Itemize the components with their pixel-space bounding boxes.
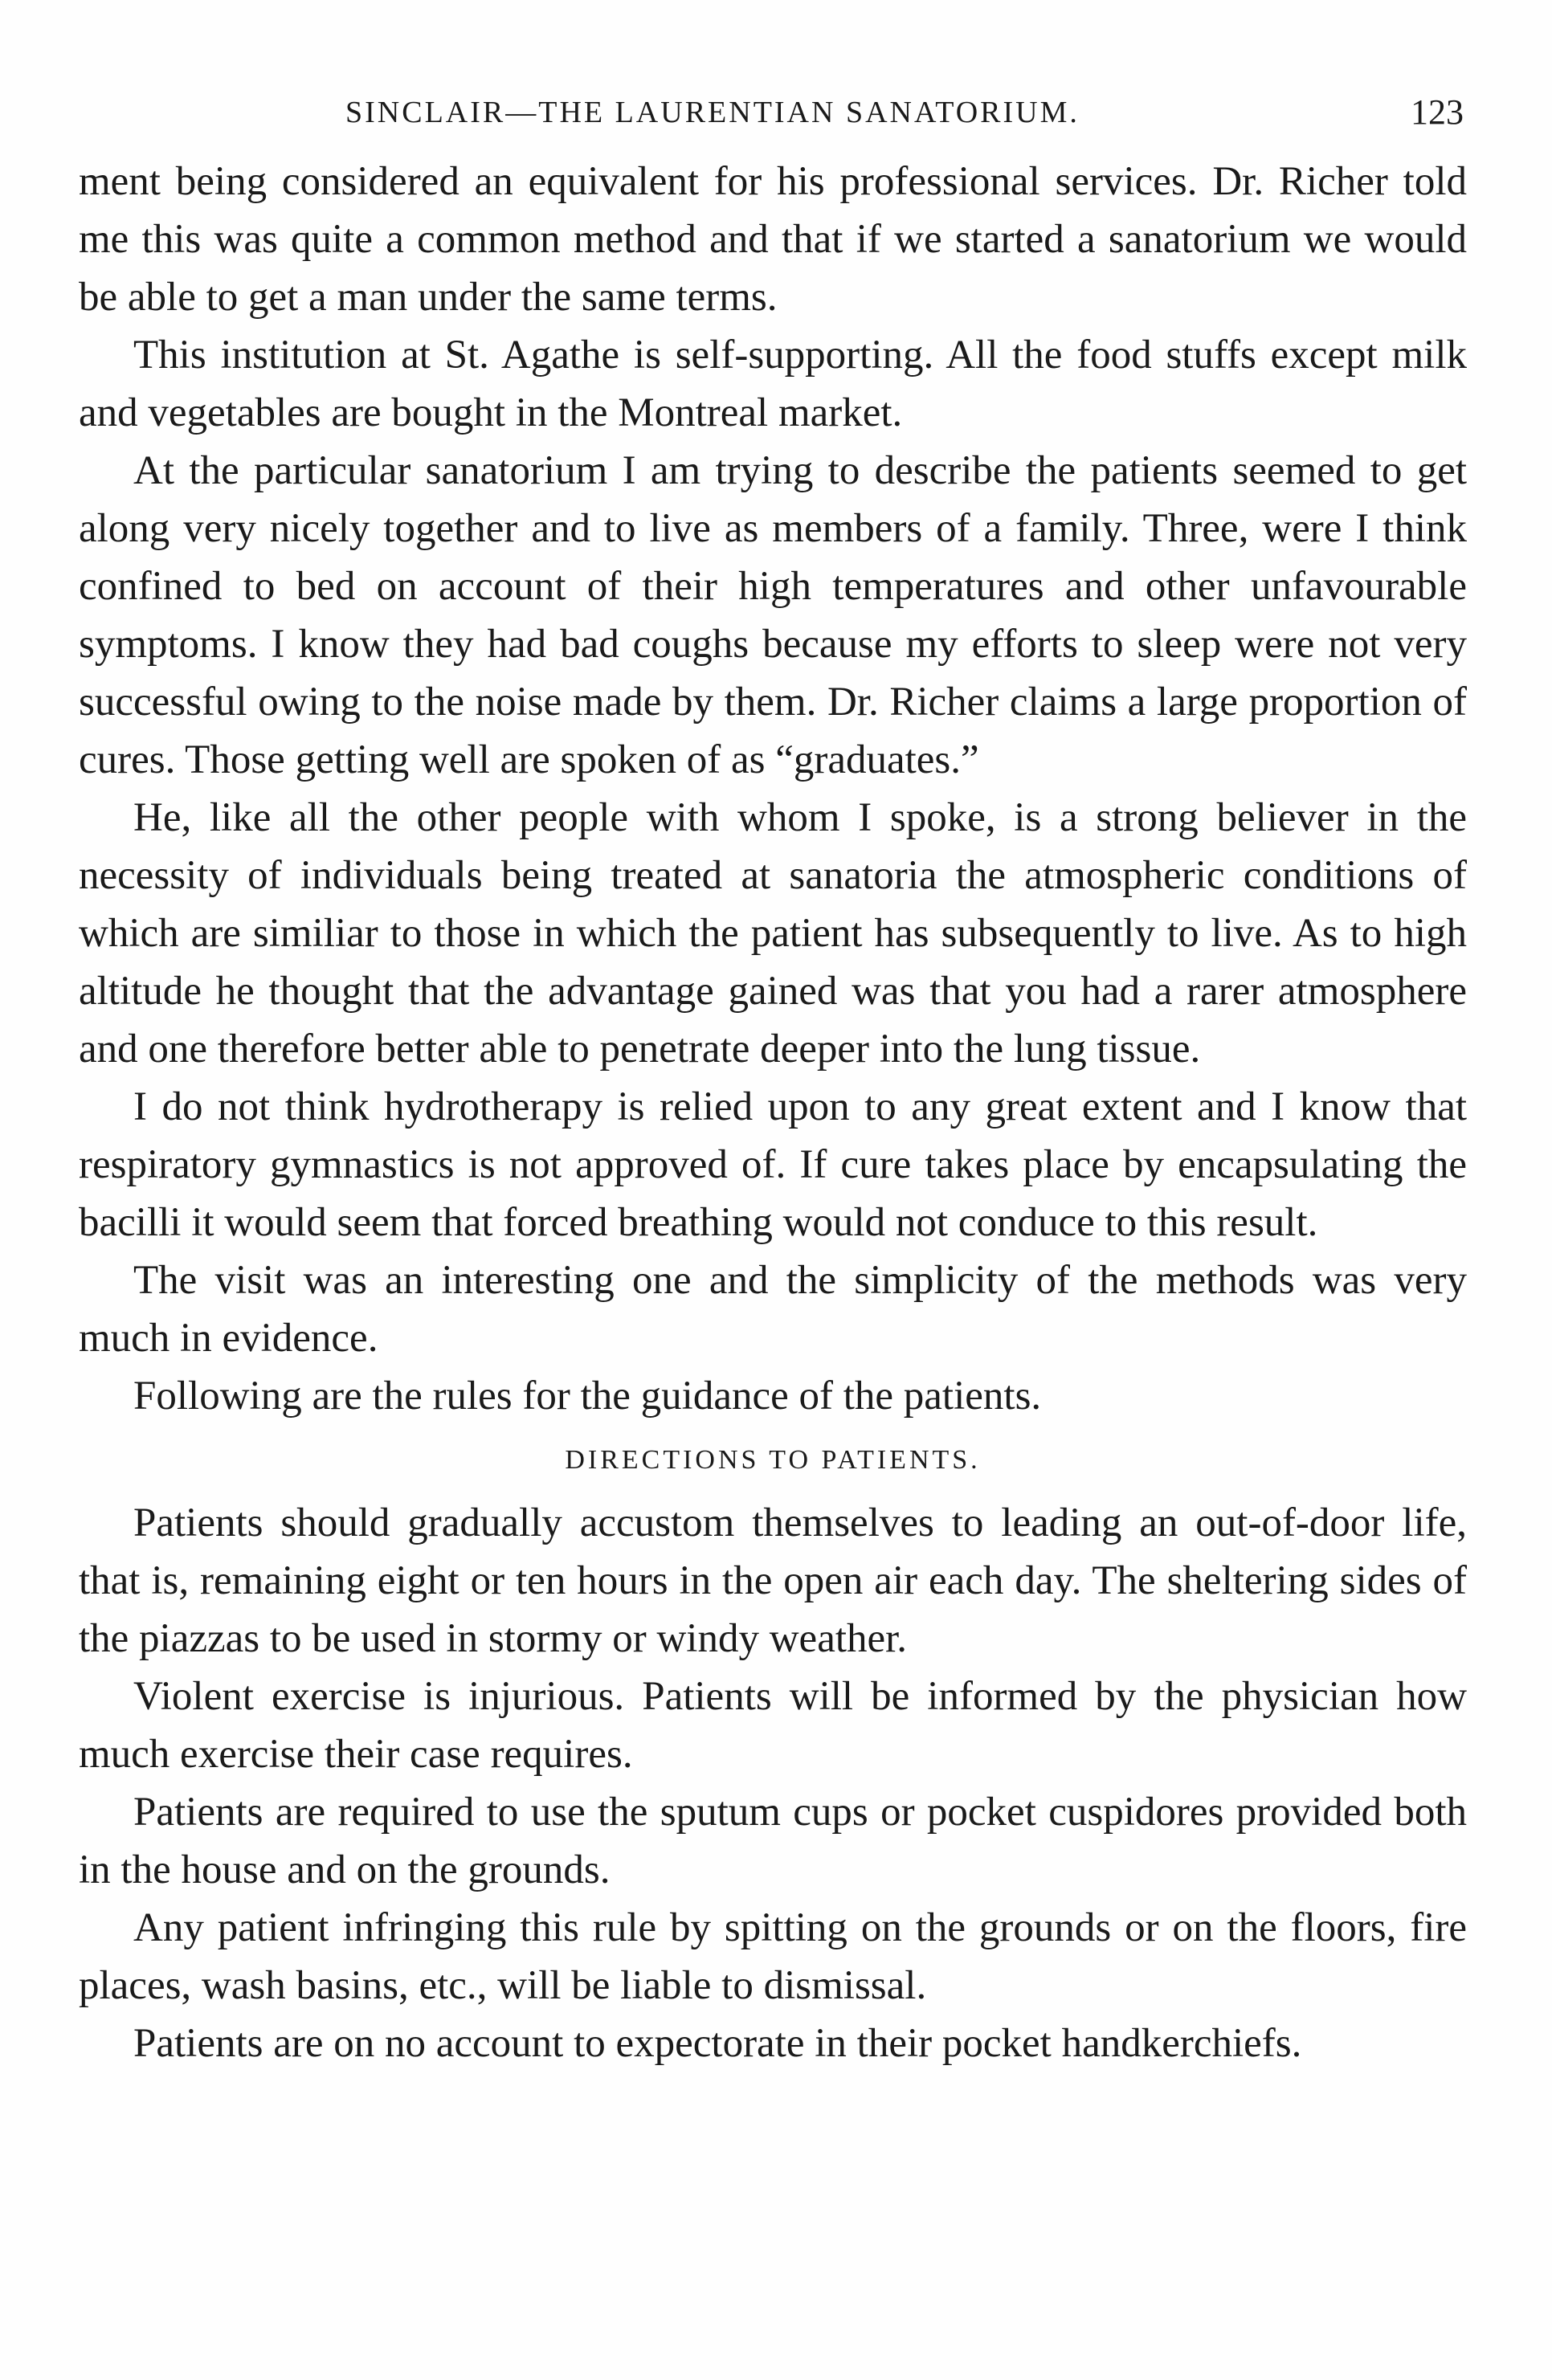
- page-number: 123: [1411, 92, 1464, 132]
- rule-spitting: Any patient infringing this rule by spitting on the grounds or on the floors, fire places, wash basins, etc., will be liable to dismissal.: [79, 1905, 1467, 2008]
- paragraph-self-supporting: This institution at St. Agathe is self-supporting. All the food stuffs except milk and vegetables are bought in the Montreal market.: [79, 333, 1467, 435]
- body-text: [79, 153, 1467, 2072]
- rule-exercise: Violent exercise is injurious. Patients will be informed by the physician how much exercise their case requires.: [79, 1674, 1467, 1777]
- paragraph-rules-intro: Following are the rules for the guidance of the patients.: [133, 1374, 1042, 1419]
- section-heading: DIRECTIONS TO PATIENTS.: [565, 1445, 981, 1475]
- paragraph-atmospheric-conditions: He, like all the other people with whom I spoke, is a strong believer in the necessity of individuals being treated at sanatoria the atmospheric conditions of which are similiar to those in which the patient has subsequently to live. As to high altitude he thought that the advantage gained was that you had a rarer atmosphere and one therefore better able to penetrate deeper into the lung tissue.: [79, 795, 1467, 1072]
- paragraph-hydrotherapy: I do not think hydrotherapy is relied upon to any great extent and I know that respiratory gymnastics is not approved of. If cure takes place by encapsulating the bacilli it would seem that forced breathing would not conduce to this result.: [79, 1084, 1467, 1245]
- rule-outdoor-life: Patients should gradually accustom themselves to leading an out-of-door life, that is, remaining eight or ten hours in the open air each day. The sheltering sides of the piazzas to be used in stormy or windy weather.: [79, 1500, 1467, 1661]
- rule-handkerchiefs: Patients are on no account to expectorate in their pocket handkerchiefs.: [133, 2021, 1302, 2066]
- running-head: SINCLAIR—THE LAURENTIAN SANATORIUM.: [345, 96, 1080, 129]
- paragraph-visit: The visit was an interesting one and the simplicity of the methods was very much in evidence.: [79, 1258, 1467, 1361]
- paragraph-continuation: ment being considered an equivalent for his professional services. Dr. Richer told me this was quite a common method and that if we started a sanatorium we would be able to get a man under the same terms.: [79, 159, 1467, 320]
- rule-sputum-cups: Patients are required to use the sputum cups or pocket cuspidores provided both in the house and on the grounds.: [79, 1790, 1467, 1892]
- paragraph-patients-family: At the particular sanatorium I am trying to describe the patients seemed to get along very nicely together and to live as members of a family. Three, were I think confined to bed on account of their high temperatures and other unfavourable symptoms. I know they had bad coughs because my efforts to sleep were not very successful owing to the noise made by them. Dr. Richer claims a large proportion of cures. Those getting well are spoken of as “graduates.”: [79, 448, 1467, 782]
